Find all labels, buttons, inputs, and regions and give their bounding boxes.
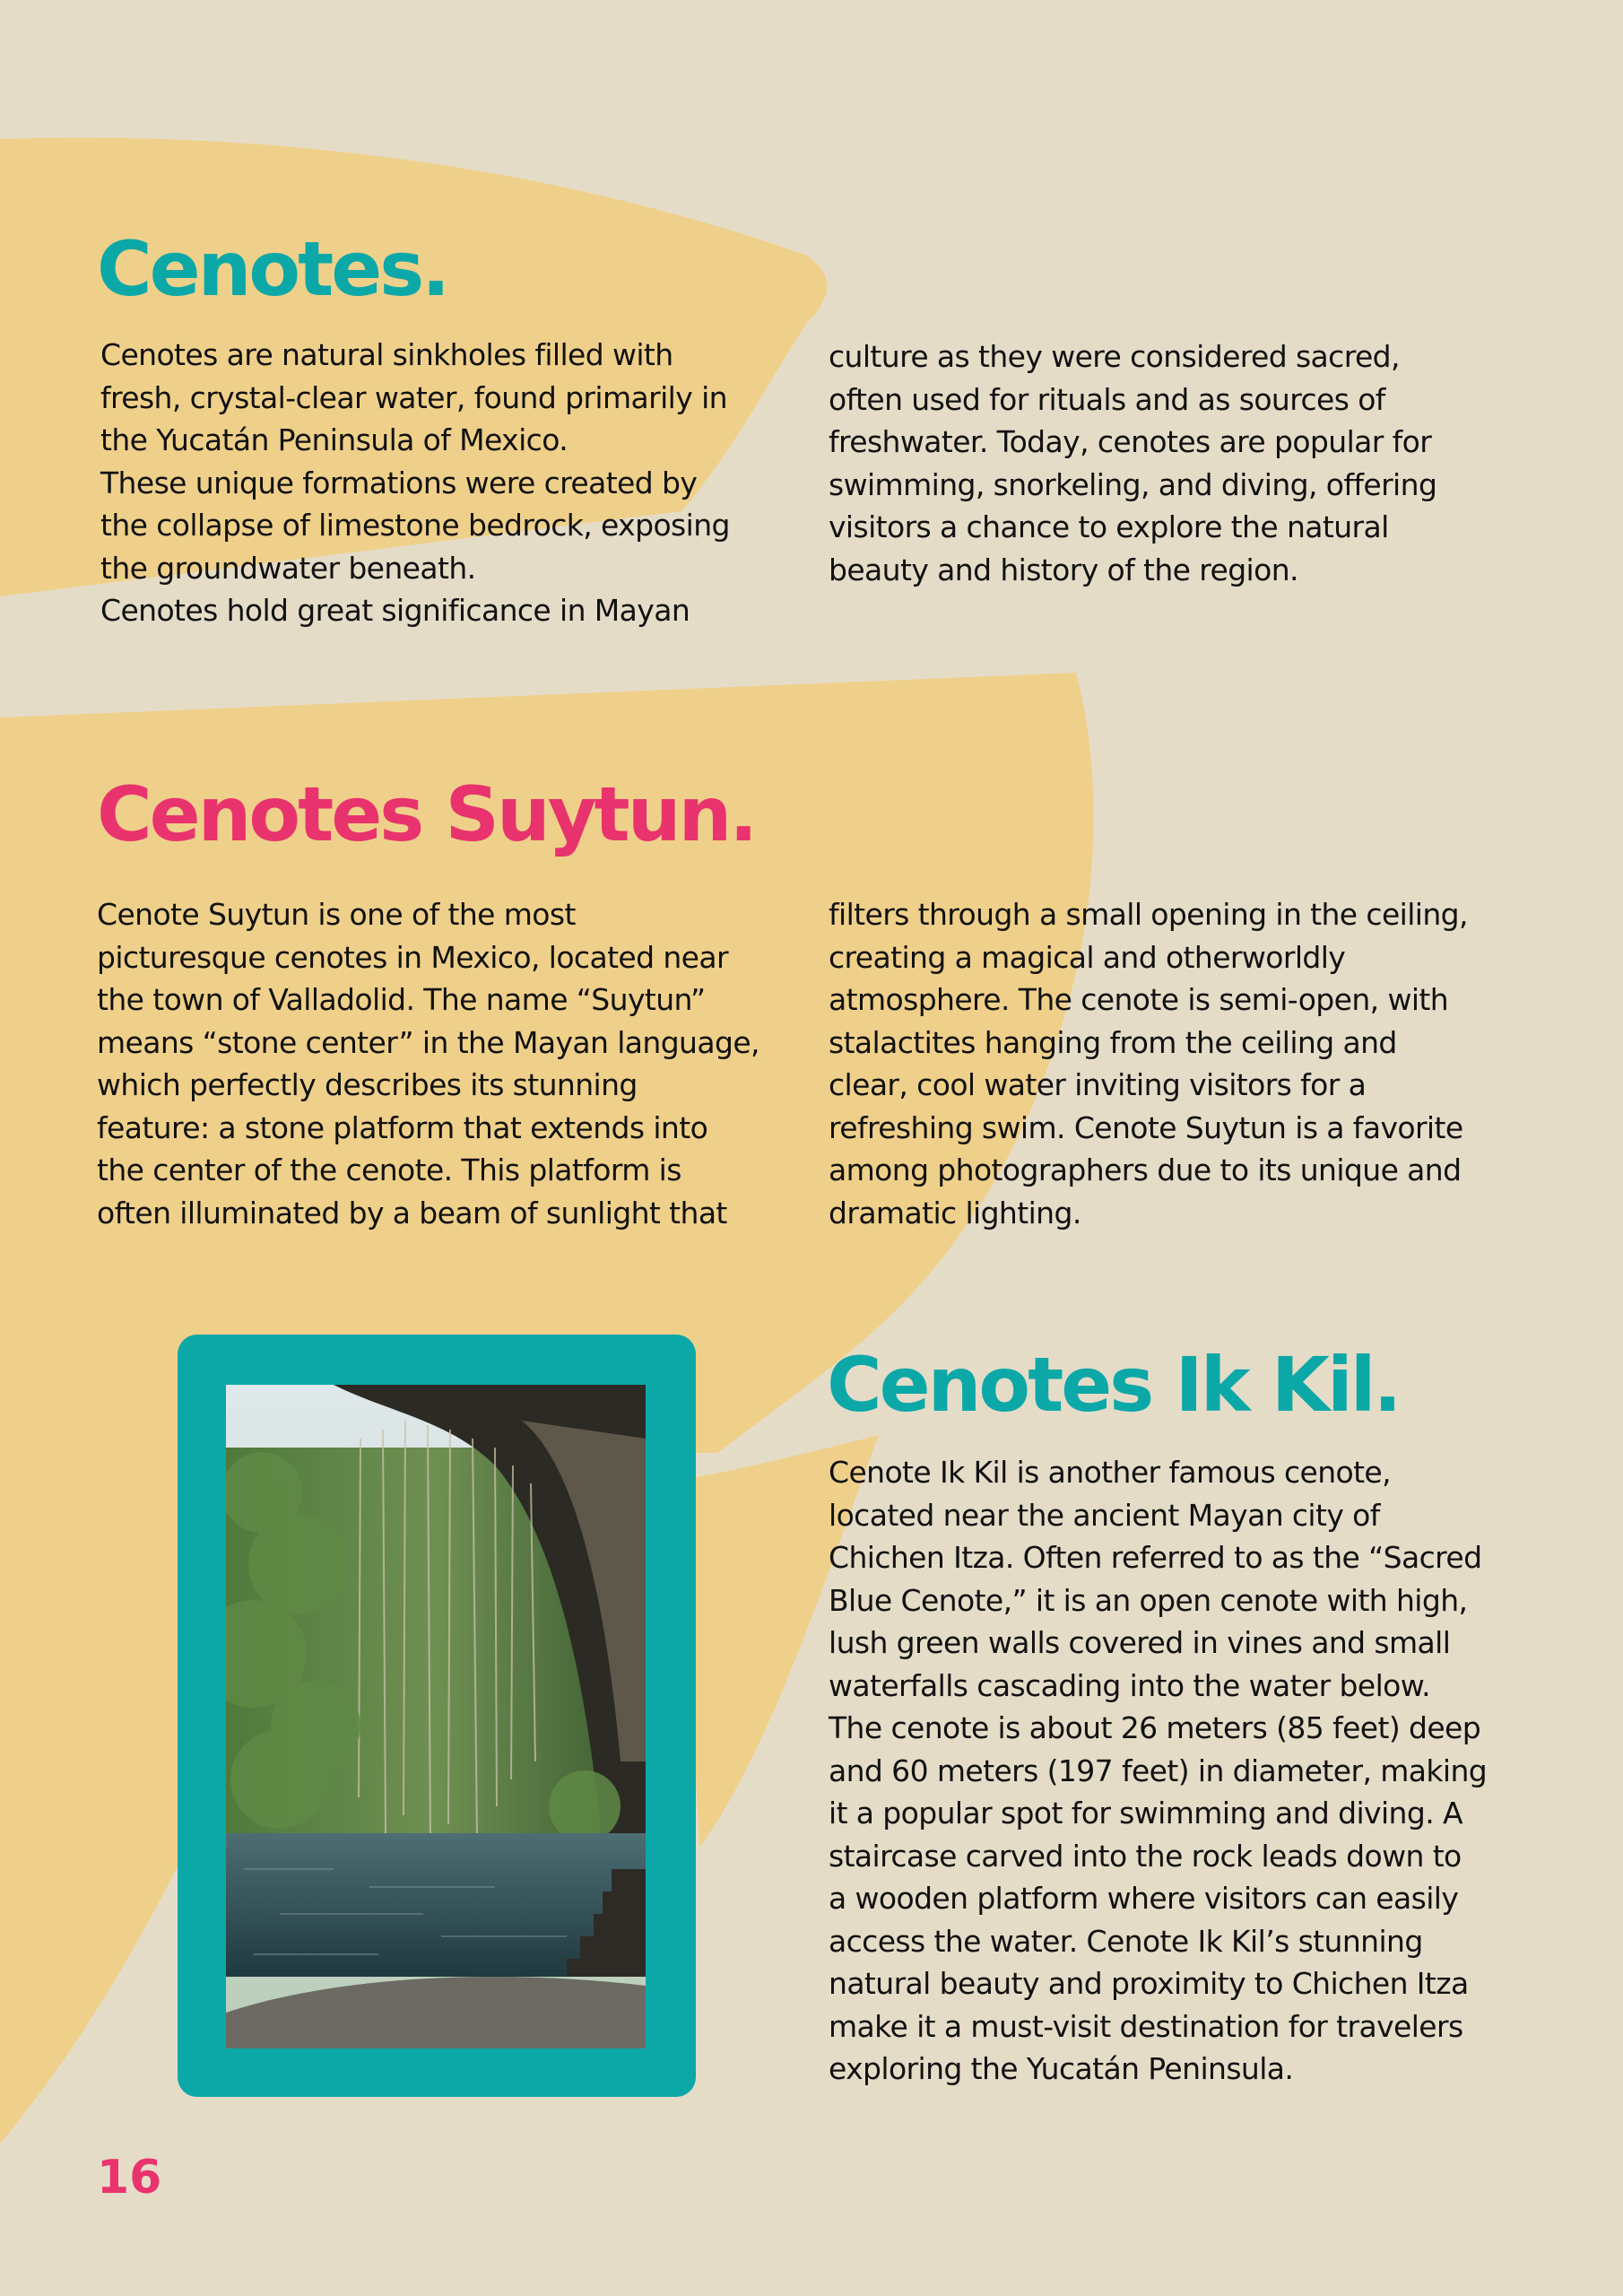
photo-frame bbox=[178, 1335, 696, 2097]
cenote-illustration bbox=[226, 1385, 646, 2048]
section2-column-left: Cenote Suytun is one of the most picturesque cenotes in Mexico, located near the town of Valladolid. The name “Suytun” means “stone center” in the Mayan language, which perfectly describes its stunning feature: a stone platform that extends into the center of the cenote. This platform is often illuminated by a beam of sunlight that bbox=[97, 897, 759, 1231]
cenote-ik-kil-photo bbox=[226, 1385, 646, 2048]
section1-column-left: Cenotes are natural sinkholes filled with fresh, crystal-clear water, found primarily in the Yucatán Peninsula of Mexico. These unique formations were created by the collapse of limestone bedrock, exposing the groundwater beneath. Cenotes hold great significance in Mayan bbox=[100, 337, 730, 628]
section1-title: Cenotes. bbox=[97, 225, 448, 313]
section1-column-right: culture as they were considered sacred, often used for rituals and as sources of freshwater. Today, cenotes are popular for swimming, snorkeling, and diving, offering visitors a chance to explore the natural beauty and history of the region. bbox=[829, 339, 1437, 587]
section3-body: Cenote Ik Kil is another famous cenote, located near the ancient Mayan city of Chichen Itza. Often referred to as the “Sacred Blue Cenote,” it is an open cenote with high, lush green walls covered in vines and small waterfalls cascading into the water below. The cenote is about 26 meters (85 feet) deep and 60 meters (197 feet) in diameter, making it a popular spot for swimming and diving. A staircase carved into the rock leads down to a wooden platform where visitors can easily access the water. Cenote Ik Kil’s stunning natural beauty and proximity to Chichen Itza make it a must-visit destination for travelers exploring the Yucatán Peninsula. bbox=[829, 1455, 1488, 2086]
section2-title: Cenotes Suytun. bbox=[97, 770, 756, 858]
section3-title: Cenotes Ik Kil. bbox=[827, 1341, 1400, 1429]
page-number: 16 bbox=[97, 2151, 162, 2205]
section2-column-right: filters through a small opening in the ceiling, creating a magical and otherworldly atmosphere. The cenote is semi-open, with stalactites hanging from the ceiling and clear, cool water inviting visitors for a refreshing swim. Cenote Suytun is a favorite among photographers due to its unique and dramatic lighting. bbox=[829, 897, 1468, 1231]
